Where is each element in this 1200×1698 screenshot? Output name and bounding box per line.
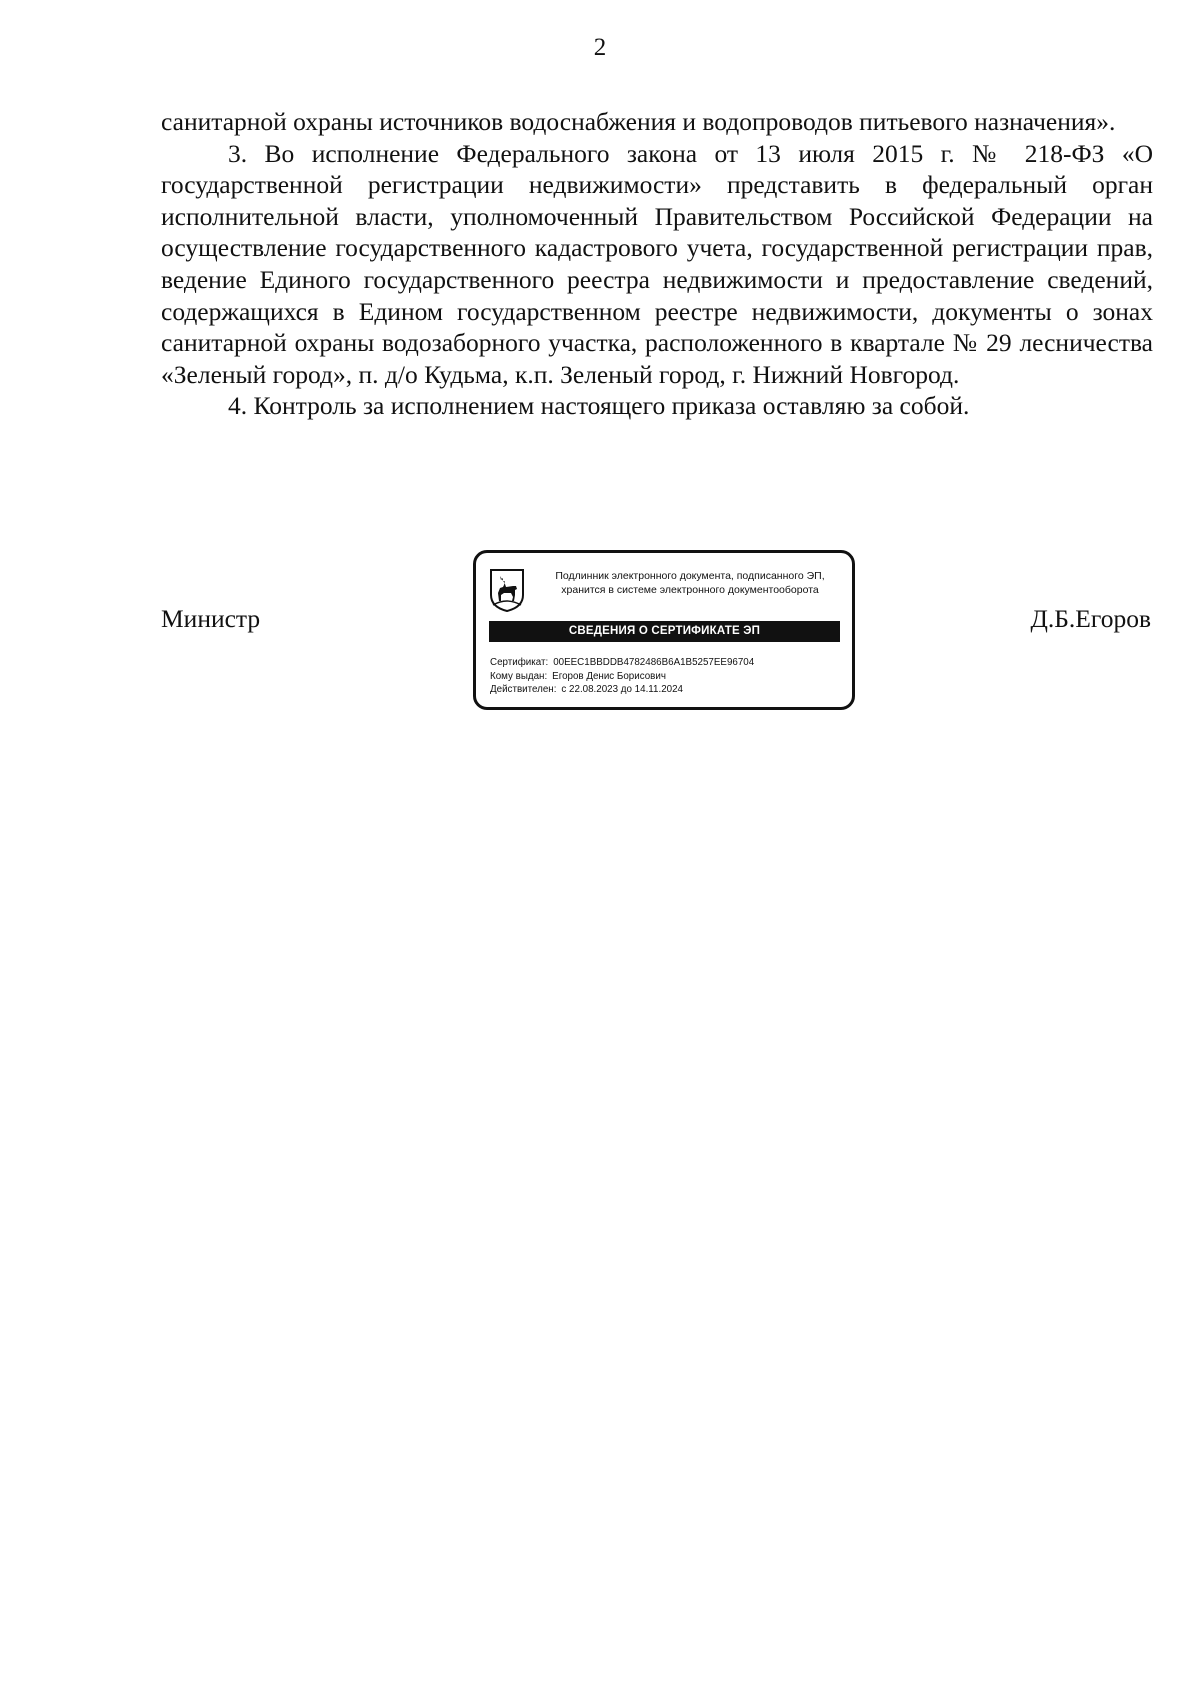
- electronic-signature-stamp: [473, 550, 855, 710]
- certificate-value: 00EEC1BBDDB4782486B6A1B5257EE96704: [553, 657, 755, 668]
- stamp-header-line-2: хранится в системе электронного документооборота: [561, 584, 819, 596]
- paragraph-continuation: санитарной охраны источников водоснабжения и водопроводов питьевого назначения».: [161, 107, 1116, 136]
- validity-row: [490, 683, 754, 697]
- validity-label: Действителен:: [490, 684, 557, 695]
- page-number: 2: [593, 34, 607, 61]
- validity-value: с 22.08.2023 до 14.11.2024: [561, 684, 683, 695]
- signatory-position: Министр: [161, 604, 261, 633]
- stamp-title-bar: СВЕДЕНИЯ О СЕРТИФИКАТЕ ЭП: [489, 621, 840, 642]
- certificate-label: Сертификат:: [490, 657, 549, 668]
- certificate-row: [490, 656, 754, 670]
- issued-to-value: Егоров Денис Борисович: [552, 670, 666, 682]
- stamp-header: [528, 569, 852, 597]
- stamp-details: [490, 656, 754, 697]
- document-body: [161, 106, 1153, 422]
- issued-to-label: Кому выдан:: [490, 670, 548, 682]
- paragraph-item-4: 4. Контроль за исполнением настоящего приказа оставляю за собой.: [228, 391, 970, 421]
- paragraph-item-3: 3. Во исполнение Федерального закона от 13 июля 2015 г. № 218-ФЗ «О государственной регистрации недвижимости» представить в федеральный орган исполнительной власти, уполномоченный Правительством Российской Федерации на осуществление государственного кадастрового учета, государственной регистрации прав, ведение Единого государственного реестра недвижимости и предоставление сведений, содержащихся в Едином государственном реестре недвижимости, документы о зонах санитарной охраны водозаборного участка, расположенного в квартале № 29 лесничества «Зеленый город», п. д/о Кудьма, к.п. Зеленый город, г. Нижний Новгород.: [161, 138, 1153, 389]
- signatory-name: Д.Б.Егоров: [1030, 604, 1151, 633]
- issued-to-row: [490, 670, 754, 684]
- stamp-header-line-1: Подлинник электронного документа, подписанного ЭП,: [555, 570, 825, 582]
- coat-of-arms-deer-icon: [488, 567, 526, 613]
